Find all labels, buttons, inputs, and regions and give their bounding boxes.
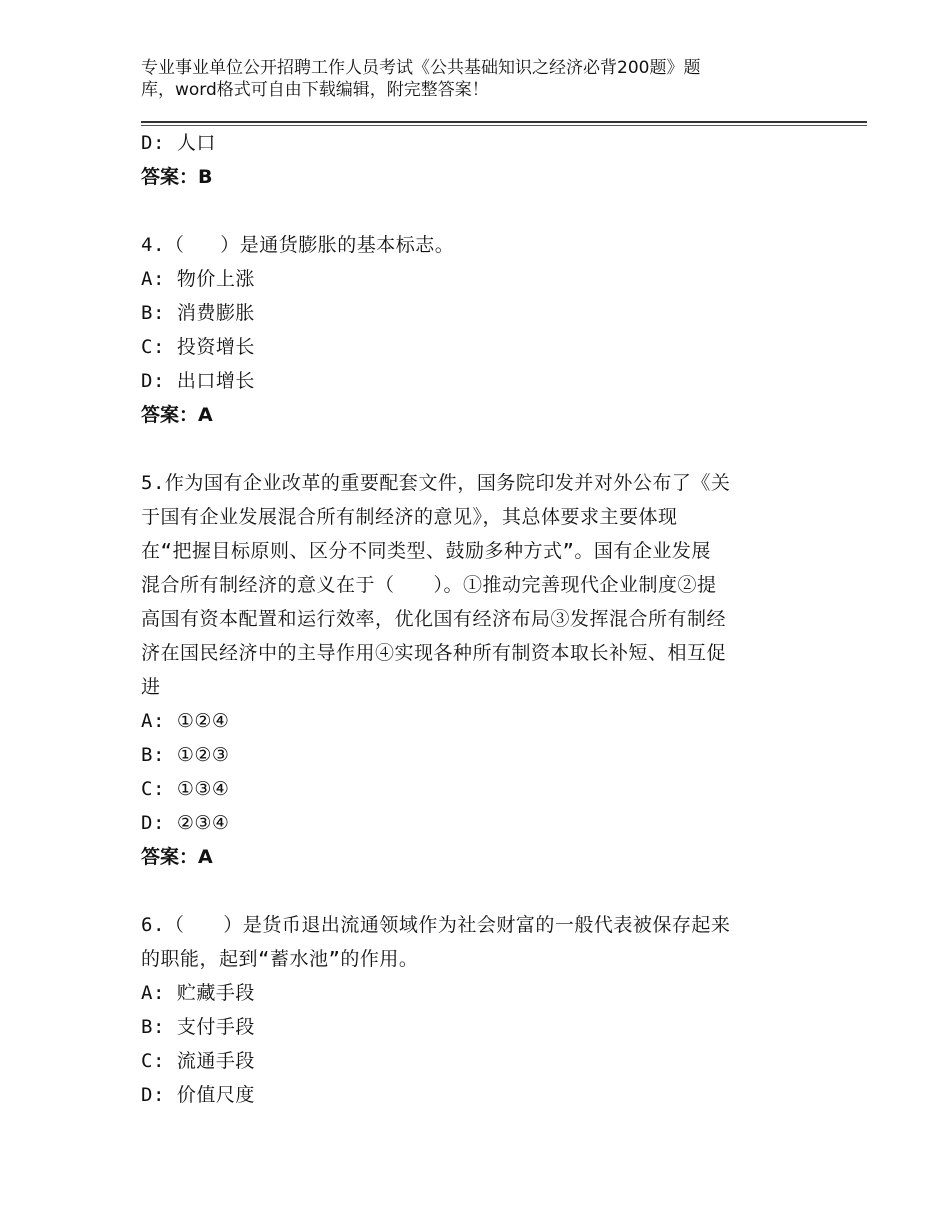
q6-option-b: B: 支付手段	[141, 1016, 255, 1038]
q5-stem	[141, 466, 801, 704]
q4-option-a: A: 物价上涨	[141, 268, 255, 290]
q5-stem-line: 进	[141, 676, 161, 698]
q5-option-c: C: ①③④	[141, 778, 230, 800]
header-rule-thick	[141, 121, 867, 123]
q5-stem-line: 在“把握目标原则、区分不同类型、鼓励多种方式”。国有企业发展	[141, 540, 711, 562]
q3-option-d: D: 人口	[141, 132, 216, 154]
q6-option-c: C: 流通手段	[141, 1050, 255, 1072]
q4-answer: 答案：A	[141, 404, 213, 426]
q5-option-b: B: ①②③	[141, 744, 230, 766]
q5-stem-line: 于国有企业发展混合所有制经济的意见》，其总体要求主要体现	[141, 506, 678, 528]
q5-stem-line: 济在国民经济中的主导作用④实现各种所有制资本取长补短、相互促	[141, 642, 727, 664]
q5-option-a: A: ①②④	[141, 710, 230, 732]
document-body	[141, 126, 801, 1112]
q4-option-b: B: 消费膨胀	[141, 302, 255, 324]
header-title-line-1: 专业事业单位公开招聘工作人员考试《公共基础知识之经济必背200题》题	[141, 58, 701, 78]
q3-answer: 答案：B	[141, 166, 213, 188]
q5-stem-line: 5.作为国有企业改革的重要配套文件，国务院印发并对外公布了《关	[141, 472, 731, 494]
q5-stem-line: 高国有资本配置和运行效率，优化国有经济布局③发挥混合所有制经	[141, 608, 727, 630]
q6-option-a: A: 贮藏手段	[141, 982, 255, 1004]
q4-option-d: D: 出口增长	[141, 370, 255, 392]
q6-stem-line: 的职能，起到“蓄水池”的作用。	[141, 948, 419, 970]
document-header	[141, 57, 781, 101]
header-title-line-2: 库，word格式可自由下载编辑，附完整答案！	[141, 80, 489, 100]
q5-answer: 答案：A	[141, 846, 213, 868]
q6-stem-line: 6.（ ）是货币退出流通领域作为社会财富的一般代表被保存起来	[141, 914, 731, 936]
q5-option-d: D: ②③④	[141, 812, 230, 834]
q4-option-c: C: 投资增长	[141, 336, 255, 358]
q6-option-d: D: 价值尺度	[141, 1084, 255, 1106]
q4-stem: 4.（ ）是通货膨胀的基本标志。	[141, 234, 455, 256]
q6-stem	[141, 908, 801, 976]
q5-stem-line: 混合所有制经济的意义在于（ ）。①推动完善现代企业制度②提	[141, 574, 717, 596]
